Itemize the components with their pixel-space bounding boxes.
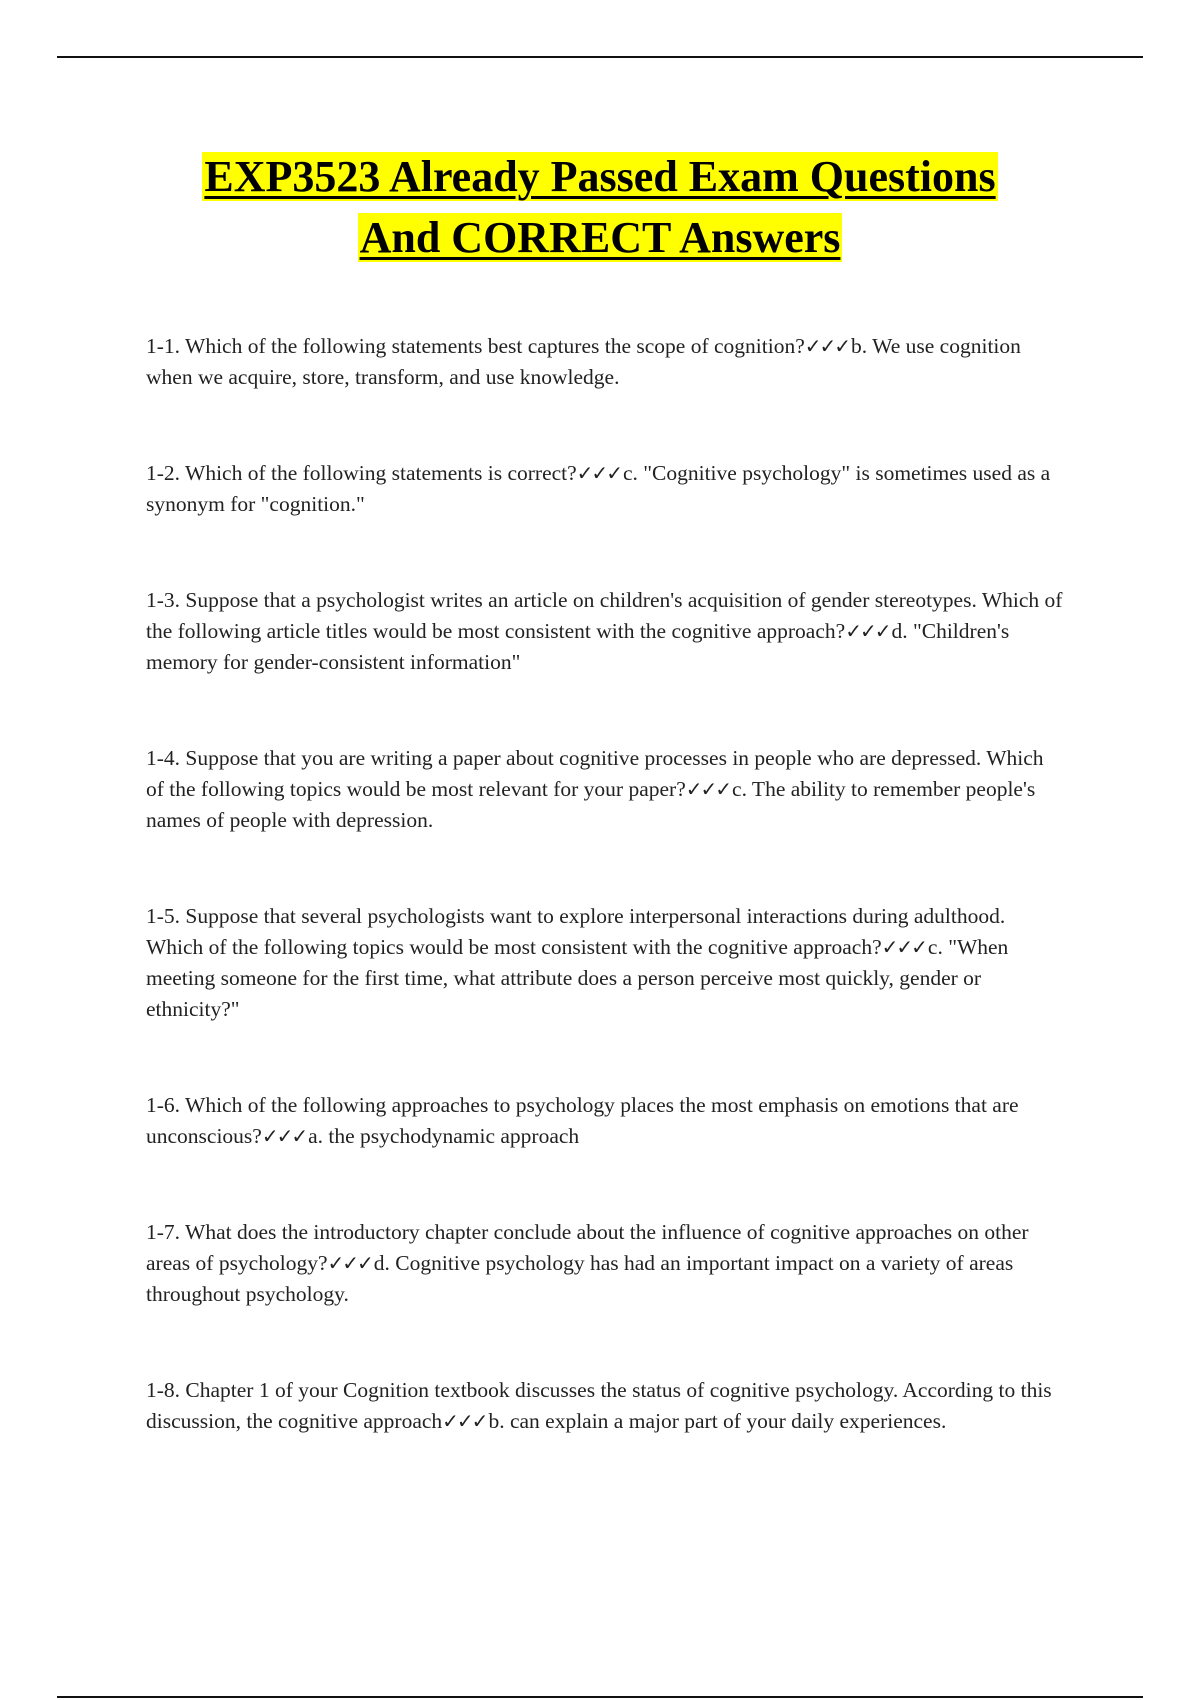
answer-text: c. The ability to remember people's names of people with depression. (146, 777, 1036, 832)
question-text: 1-3. Suppose that a psychologist writes an article on children's acquisition of gender stereotypes. Which of the following article titles would be most consistent with the cognitive approach? (146, 588, 1063, 643)
question-text: 1-1. Which of the following statements best captures the scope of cognition? (146, 334, 805, 358)
checkmark-icon: ✓✓✓ (845, 619, 890, 643)
question-text: 1-8. Chapter 1 of your Cognition textbook discusses the status of cognitive psychology. According to this discussion, the cognitive approach (146, 1378, 1052, 1433)
qa-item (146, 331, 1066, 393)
checkmark-icon: ✓✓✓ (804, 334, 850, 358)
checkmark-icon: ✓✓✓ (327, 1251, 372, 1275)
answer-text: a. the psychodynamic approach (308, 1124, 580, 1148)
qa-item (146, 1217, 1066, 1310)
document-title (60, 146, 1140, 268)
answer-text: b. We use cognition when we acquire, store, transform, and use knowledge. (146, 334, 1021, 389)
title-line-1: EXP3523 Already Passed Exam Questions (204, 152, 996, 201)
answer-text: d. Cognitive psychology has had an important impact on a variety of areas throughout psychology. (146, 1251, 1014, 1306)
qa-item (146, 585, 1066, 678)
checkmark-icon: ✓✓✓ (881, 935, 926, 959)
bottom-divider (57, 1696, 1143, 1698)
answer-text: b. can explain a major part of your daily experiences. (488, 1409, 947, 1433)
qa-item (146, 743, 1066, 836)
question-text: 1-5. Suppose that several psychologists want to explore interpersonal interactions during adulthood. Which of the following topics would be most consistent with the cognitive approach? (146, 904, 1006, 959)
title-line-2: And CORRECT Answers (359, 213, 841, 262)
question-text: 1-2. Which of the following statements is correct? (146, 461, 577, 485)
question-list (146, 331, 1066, 1502)
answer-text: c. "When meeting someone for the first time, what attribute does a person perceive most quickly, gender or ethnicity?" (146, 935, 1009, 1021)
answer-text: c. "Cognitive psychology" is sometimes used as a synonym for "cognition." (146, 461, 1051, 516)
checkmark-icon: ✓✓✓ (685, 777, 731, 801)
question-text: 1-6. Which of the following approaches to psychology places the most emphasis on emotions that are unconscious? (146, 1093, 1019, 1148)
checkmark-icon: ✓✓✓ (442, 1409, 487, 1433)
qa-item (146, 901, 1066, 1025)
question-text: 1-4. Suppose that you are writing a paper about cognitive processes in people who are depressed. Which of the following topics would be most relevant for your paper? (146, 746, 1044, 801)
top-divider (57, 56, 1143, 58)
qa-item (146, 1375, 1066, 1437)
question-text: 1-7. What does the introductory chapter conclude about the influence of cognitive approaches on other areas of psychology? (146, 1220, 1029, 1275)
checkmark-icon: ✓✓✓ (261, 1124, 307, 1148)
checkmark-icon: ✓✓✓ (576, 461, 621, 485)
answer-text: d. "Children's memory for gender-consistent information" (146, 619, 1010, 674)
qa-item (146, 1090, 1066, 1152)
qa-item (146, 458, 1066, 520)
